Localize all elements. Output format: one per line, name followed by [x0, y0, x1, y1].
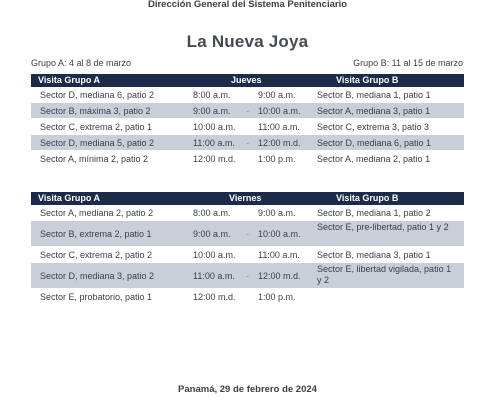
group-b-sector: Sector C, extrema 3, patio 3: [317, 122, 430, 132]
end-time: 11:00 a.m.: [258, 122, 300, 132]
table-row: [31, 135, 464, 151]
start-time: 12:00 m.d.: [193, 292, 236, 302]
group-a-sector: Sector D, mediana 5, patio 2: [40, 138, 155, 148]
start-time: 10:00 a.m.: [193, 250, 236, 260]
friday-schedule-table: [31, 192, 464, 305]
group-b-sector: Sector E, pre-libertad, patio 1 y 2: [317, 222, 449, 232]
end-time: 11:00 a.m.: [258, 250, 300, 260]
time-separator: -: [246, 229, 249, 239]
time-separator: -: [246, 138, 249, 148]
group-b-sector: Sector A, mediana 2, patio 1: [317, 154, 431, 164]
header-group-b: Visita Grupo B: [336, 193, 399, 203]
place-and-date: Panamá, 29 de febrero de 2024: [178, 384, 317, 395]
table-row: [31, 263, 464, 289]
start-time: 11:00 a.m.: [193, 138, 235, 148]
start-time: 9:00 a.m.: [193, 229, 231, 239]
group-b-dates: Grupo B: 11 al 15 de marzo: [353, 58, 463, 68]
group-b-sector: Sector B, mediana 1, patio 1: [317, 90, 431, 100]
group-a-sector: Sector B, máxima 3, patio 2: [40, 106, 151, 116]
end-time: 1:00 p.m.: [258, 292, 296, 302]
group-b-sector: Sector D, mediana 6, patio 1: [317, 138, 432, 148]
end-time: 1:00 p.m.: [258, 154, 296, 164]
group-a-sector: Sector A, mínima 2, patio 2: [40, 154, 149, 164]
table-header: [31, 192, 464, 205]
group-b-sector: Sector B, mediana 1, patio 2: [317, 208, 431, 218]
group-a-sector: Sector B, extrema 2, patio 1: [40, 229, 152, 239]
header-day: Jueves: [231, 75, 262, 85]
start-time: 9:00 a.m.: [193, 106, 231, 116]
header-group-a: Visita Grupo A: [38, 193, 101, 203]
table-row: [31, 119, 464, 135]
table-row: [31, 103, 464, 119]
group-a-sector: Sector E, probatorio, patio 1: [40, 292, 153, 302]
header-day: Viernes: [229, 193, 262, 203]
end-time: 12:00 m.d.: [258, 271, 301, 281]
group-a-sector: Sector D, mediana 6, patio 2: [40, 90, 155, 100]
group-b-sector: Sector A, mediana 3, patio 1: [317, 106, 431, 116]
organization-name: Dirección General del Sistema Penitenciario: [147, 0, 348, 10]
table-row: [31, 247, 464, 263]
thursday-schedule-table: [31, 74, 464, 167]
start-time: 8:00 a.m.: [193, 90, 231, 100]
end-time: 10:00 a.m.: [258, 229, 301, 239]
table-row: [31, 205, 464, 221]
group-a-sector: Sector A, mediana 2, patio 2: [40, 208, 154, 218]
start-time: 12:00 m.d.: [193, 154, 236, 164]
end-time: 10:00 a.m.: [258, 106, 301, 116]
table-row: [31, 151, 464, 167]
start-time: 10:00 a.m.: [193, 122, 236, 132]
end-time: 9:00 a.m.: [258, 208, 296, 218]
start-time: 8:00 a.m.: [193, 208, 231, 218]
group-b-sector: Sector E, libertad vigilada, patio 1 y 2: [317, 264, 452, 285]
time-separator: -: [246, 271, 249, 281]
group-a-sector: Sector D, mediana 3, patio 2: [40, 271, 155, 281]
group-a-dates: Grupo A: 4 al 8 de marzo: [31, 58, 132, 68]
time-separator: -: [246, 106, 249, 116]
end-time: 9:00 a.m.: [258, 90, 296, 100]
group-a-sector: Sector C, extrema 2, patio 1: [40, 122, 153, 132]
table-row: [31, 221, 464, 247]
group-a-sector: Sector C, extrema 2, patio 2: [40, 250, 153, 260]
header-group-b: Visita Grupo B: [336, 75, 399, 85]
table-row: [31, 87, 464, 103]
table-header: [31, 74, 464, 87]
group-b-sector: Sector B, mediana 3, patio 1: [317, 250, 431, 260]
start-time: 11:00 a.m.: [193, 271, 235, 281]
end-time: 12:00 m.d.: [258, 138, 301, 148]
table-row: [31, 289, 464, 305]
header-group-a: Visita Grupo A: [38, 75, 101, 85]
page-title: La Nueva Joya: [186, 32, 309, 51]
